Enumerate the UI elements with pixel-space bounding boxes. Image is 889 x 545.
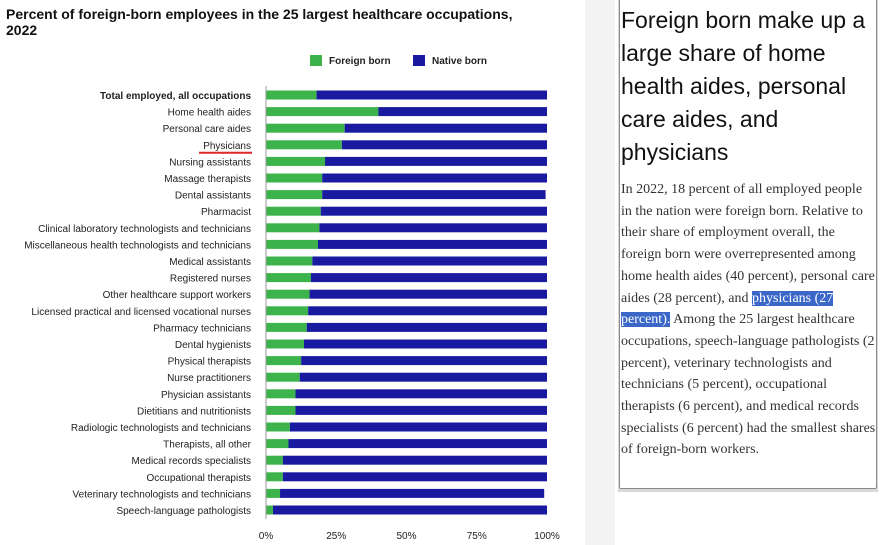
category-label: Home health aides [167, 107, 251, 119]
category-label: Dietitians and nutritionists [137, 406, 251, 418]
category-label: Registered nurses [169, 273, 251, 285]
x-tick-label: 50% [396, 531, 417, 542]
bar-native-born [325, 157, 547, 166]
bar-foreign-born [266, 472, 283, 481]
x-tick-label: 25% [326, 531, 347, 542]
bar-foreign-born [266, 240, 318, 249]
category-label: Licensed practical and licensed vocational nurses [31, 306, 251, 318]
bar-foreign-born [266, 373, 300, 382]
category-label: Massage therapists [164, 174, 251, 185]
bar-foreign-born [266, 340, 304, 349]
category-label: Occupational therapists [146, 472, 251, 484]
article-body [621, 179, 876, 461]
highlighted-text[interactable]: physicians (27 percent). [621, 290, 834, 328]
bar-foreign-born [266, 257, 312, 266]
bar-native-born [283, 472, 547, 481]
bar-native-born [301, 356, 547, 365]
category-label: Total employed, all occupations [100, 91, 251, 102]
category-label: Pharmacy technicians [153, 323, 251, 335]
bar-native-born [317, 91, 547, 100]
bar-foreign-born [266, 174, 322, 183]
page-background [615, 500, 889, 545]
legend-label-2: Native born [432, 56, 488, 67]
bar-native-born [288, 439, 547, 448]
bar-native-born [319, 223, 547, 232]
x-tick-label: 75% [466, 531, 487, 542]
category-label: Physician assistants [160, 389, 251, 401]
category-label: Veterinary technologists and technicians [72, 489, 251, 501]
category-label: Dental hygienists [174, 340, 251, 351]
bar-native-born [312, 257, 547, 266]
bar-native-born [311, 273, 547, 282]
bar-native-born [345, 124, 547, 133]
bar-foreign-born [266, 124, 345, 133]
bars [266, 91, 547, 515]
category-label: Personal care aides [162, 124, 251, 136]
bar-native-born [322, 174, 547, 183]
legend [310, 55, 487, 67]
category-label: Radiologic technologists and technicians [70, 423, 251, 434]
bar-foreign-born [266, 439, 288, 448]
category-label: Therapists, all other [163, 439, 251, 451]
bar-foreign-born [266, 323, 307, 332]
article-headline: Foreign born make up a large share of home health aides, personal care aides, and physicians [621, 7, 866, 165]
panel-gutter [585, 0, 615, 545]
category-label: Medical records specialists [131, 456, 251, 468]
chart-title: Percent of foreign-born employees in the 25 largest healthcare occupations, 2022 [6, 6, 513, 38]
bar-native-born [308, 306, 547, 315]
category-label: Physicians [203, 140, 251, 152]
bar-native-born [310, 290, 547, 299]
x-tick-label: 100% [534, 531, 560, 542]
bar-native-born [321, 207, 547, 216]
category-label: Clinical laboratory technologists and technicians [38, 223, 251, 235]
bar-native-born [290, 423, 547, 432]
bar-foreign-born [266, 91, 317, 100]
bar-foreign-born [266, 406, 296, 415]
legend-swatch-2 [413, 55, 425, 66]
bar-foreign-born [266, 207, 321, 216]
category-labels [24, 91, 252, 517]
category-label: Other healthcare support workers [102, 290, 251, 302]
category-label: Miscellaneous health technologists and technicians [24, 240, 251, 252]
bar-foreign-born [266, 489, 280, 498]
bar-foreign-born [266, 223, 319, 232]
category-label: Medical assistants [169, 257, 251, 268]
category-label: Physical therapists [167, 356, 251, 368]
bar-foreign-born [266, 290, 310, 299]
category-label: Nursing assistants [169, 157, 251, 169]
bar-foreign-born [266, 356, 301, 365]
bar-foreign-born [266, 389, 296, 398]
article-panel[interactable] [619, 0, 877, 489]
bar-foreign-born [266, 140, 342, 149]
bar-foreign-born [266, 107, 378, 116]
bar-foreign-born [266, 506, 273, 515]
bar-native-born [342, 140, 547, 149]
article-body-text: In 2022, 18 percent of all employed people in the nation were foreign born. Relative to their share of employment overall, the foreign born were overrepresented among home health aides (40 percent), personal care aides (28 percent), and [621, 182, 875, 306]
bar-foreign-born [266, 423, 290, 432]
page-margin [878, 0, 889, 500]
bar-native-born [322, 190, 545, 199]
bar-native-born [280, 489, 544, 498]
bar-native-born [318, 240, 547, 249]
bar-foreign-born [266, 190, 322, 199]
bar-native-born [300, 373, 547, 382]
article-body-text-continued: Among the 25 largest healthcare occupations, speech-language pathologists (2 percent), veterinary technologists and technicians (5 percent), occupational therapists (6 percent), and medical records specialists (6 percent) had the smallest shares of foreign-born workers. [621, 312, 876, 458]
bar-native-born [296, 389, 547, 398]
category-label: Pharmacist [200, 207, 251, 219]
bar-native-born [283, 456, 547, 465]
category-label: Speech-language pathologists [116, 506, 251, 517]
bar-foreign-born [266, 456, 283, 465]
legend-label-1: Foreign born [329, 56, 391, 67]
category-label: Nurse practitioners [167, 373, 251, 385]
bar-native-born [307, 323, 547, 332]
category-label: Dental assistants [174, 190, 251, 202]
bar-native-born [296, 406, 547, 415]
legend-swatch-1 [310, 55, 322, 66]
bar-native-born [273, 506, 547, 515]
bar-foreign-born [266, 306, 308, 315]
bar-native-born [304, 340, 547, 349]
bar-foreign-born [266, 157, 325, 166]
bar-foreign-born [266, 273, 311, 282]
bar-native-born [378, 107, 547, 116]
x-tick-label: 0% [258, 531, 274, 542]
